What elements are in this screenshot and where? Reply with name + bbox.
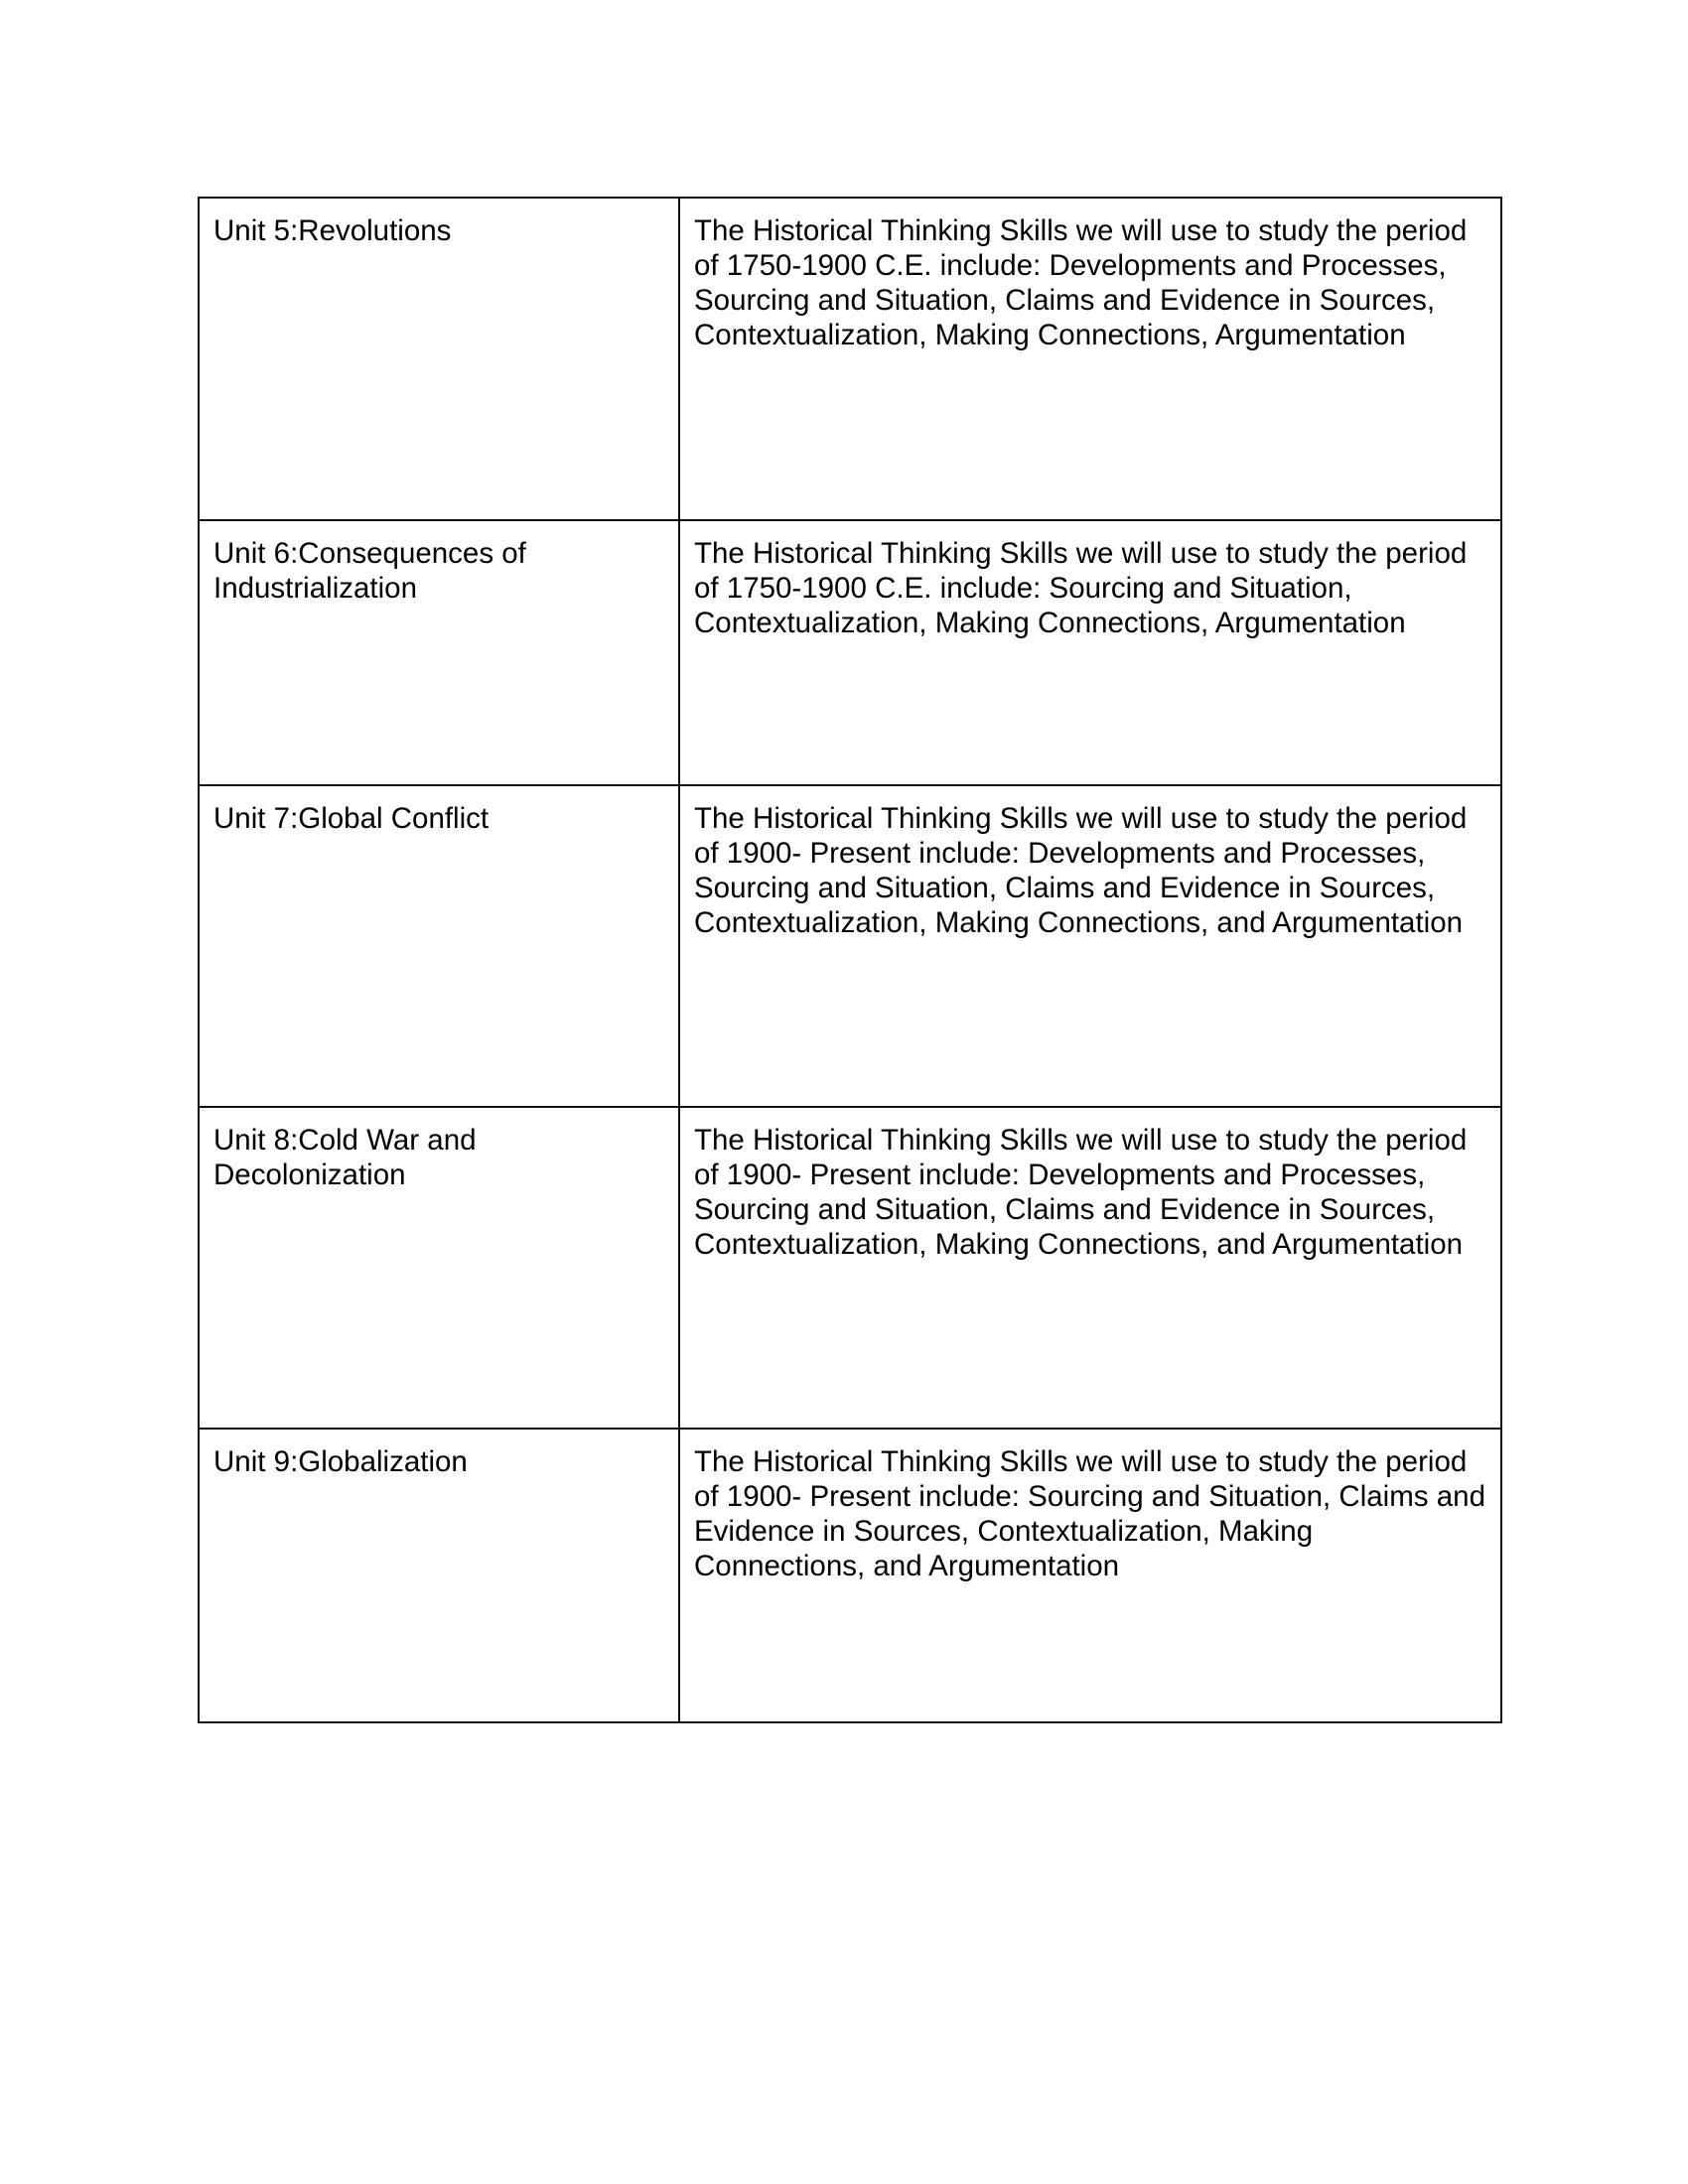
table-row	[199, 1107, 1501, 1429]
table-row	[199, 198, 1501, 520]
skills-cell: The Historical Thinking Skills we will use to study the period of 1750-1900 C.E. include: Sourcing and Situation, Contextualization, Making Connections, Argumentation	[679, 520, 1501, 785]
table-row	[199, 520, 1501, 785]
skills-cell: The Historical Thinking Skills we will use to study the period of 1750-1900 C.E. include: Developments and Processes, Sourcing and Situation, Claims and Evidence in Sources, Contextualization, Making Connections, Argumentation	[679, 198, 1501, 520]
unit-cell: Unit 9:Globalization	[199, 1429, 679, 1722]
skills-cell: The Historical Thinking Skills we will use to study the period of 1900- Present include: Developments and Processes, Sourcing and Situation, Claims and Evidence in Sources, Contextualization, Making Connections, and Argumentation	[679, 1107, 1501, 1429]
unit-cell: Unit 7:Global Conflict	[199, 785, 679, 1107]
units-skills-table	[198, 197, 1502, 1723]
skills-cell: The Historical Thinking Skills we will use to study the period of 1900- Present include: Developments and Processes, Sourcing and Situation, Claims and Evidence in Sources, Contextualization, Making Connections, and Argumentation	[679, 785, 1501, 1107]
skills-cell: The Historical Thinking Skills we will use to study the period of 1900- Present include: Sourcing and Situation, Claims and Evidence in Sources, Contextualization, Making Connections, and Argumentation	[679, 1429, 1501, 1722]
table-row	[199, 785, 1501, 1107]
table-row	[199, 1429, 1501, 1722]
unit-cell: Unit 5:Revolutions	[199, 198, 679, 520]
unit-cell: Unit 8:Cold War and Decolonization	[199, 1107, 679, 1429]
unit-cell: Unit 6:Consequences of Industrialization	[199, 520, 679, 785]
